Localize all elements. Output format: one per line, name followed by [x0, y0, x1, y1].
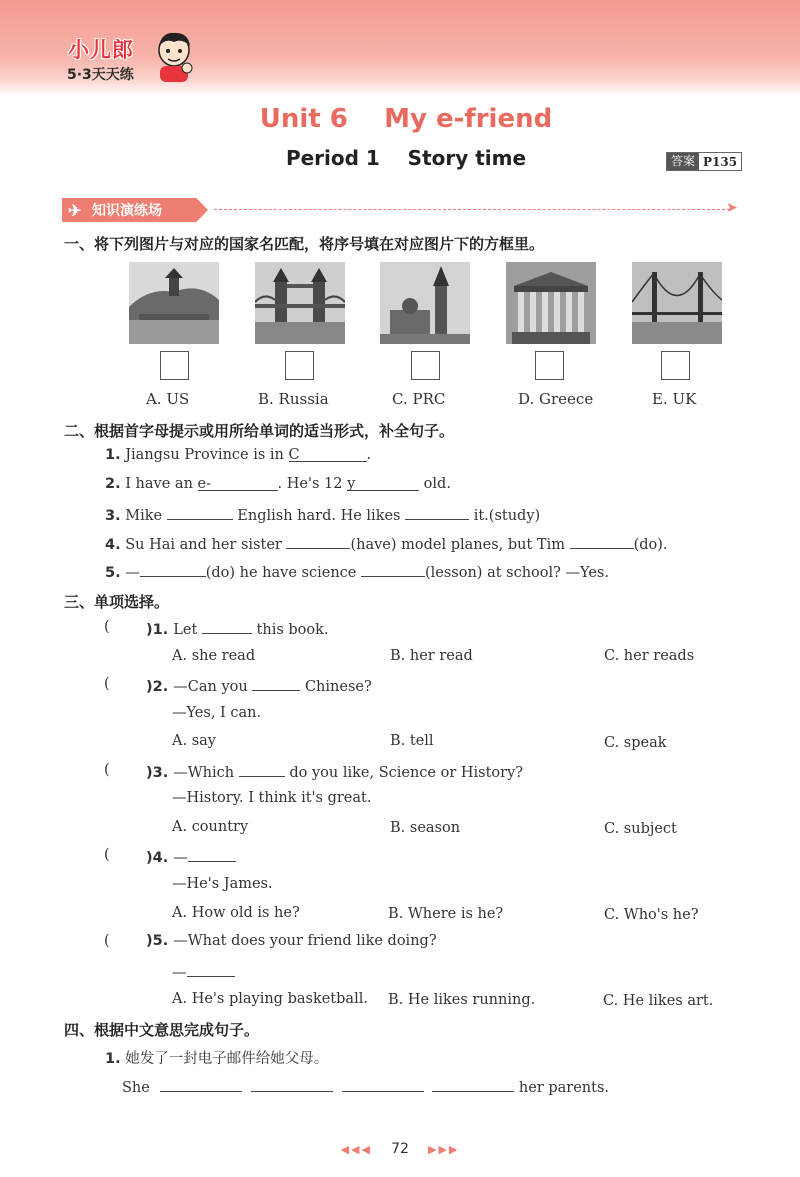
period-title: Period 1 Story time — [285, 146, 527, 170]
q4-item-1-prompt: 1. 她发了一封电子邮件给她父母。 — [105, 1051, 329, 1067]
country-label-prc: C. PRC — [392, 390, 446, 408]
answer-box-4[interactable] — [535, 351, 564, 380]
fill-blank[interactable] — [286, 534, 350, 549]
arrow-right-icon: ➤ — [726, 200, 738, 216]
fill-blank[interactable] — [167, 505, 233, 520]
fill-blank[interactable] — [202, 619, 252, 634]
fill-blank[interactable] — [160, 1077, 242, 1092]
mc-reply-4: —He's James. — [172, 876, 273, 892]
banner-divider — [214, 209, 730, 210]
mc-stem-1: )1. Let this book. — [146, 619, 329, 638]
q2-item-3: 3. Mike English hard. He likes it.(study) — [105, 505, 540, 524]
brand-name: 小儿郎 — [68, 38, 134, 62]
mc-reply-5: — — [172, 962, 235, 981]
mc-stem-5: )5. —What does your friend like doing? — [146, 933, 437, 949]
answer-box-5[interactable] — [661, 351, 690, 380]
fill-blank[interactable] — [570, 534, 634, 549]
picture-summer-palace — [129, 262, 219, 344]
fill-blank[interactable]: C — [289, 447, 367, 462]
q4-heading: 四、根据中文意思完成句子。 — [64, 1021, 260, 1039]
option-a[interactable]: A. country — [172, 819, 249, 835]
answer-box-2[interactable] — [285, 351, 314, 380]
picture-tower-bridge — [255, 262, 345, 344]
option-a[interactable]: A. How old is he? — [172, 905, 300, 921]
option-b[interactable]: B. season — [390, 820, 461, 836]
answer-paren[interactable]: ( — [104, 847, 138, 863]
answer-box-1[interactable] — [160, 351, 189, 380]
option-a[interactable]: A. He's playing basketball. — [172, 991, 368, 1007]
fill-blank[interactable] — [432, 1077, 514, 1092]
option-c[interactable]: C. speak — [604, 735, 667, 751]
arrow-left-icon: ◀◀◀ — [340, 1143, 372, 1156]
runner-icon: ✈ — [68, 201, 82, 220]
arrow-right-icon: ▶▶▶ — [428, 1143, 460, 1156]
answer-box-3[interactable] — [411, 351, 440, 380]
brand-logo — [62, 30, 202, 90]
fill-blank[interactable] — [239, 762, 285, 777]
q1-heading: 一、将下列图片与对应的国家名匹配，将序号填在对应图片下的方框里。 — [64, 235, 545, 253]
unit-title: Unit 6 My e-friend — [259, 104, 553, 134]
answer-paren[interactable]: ( — [104, 619, 138, 635]
country-label-uk: E. UK — [652, 390, 697, 408]
option-c[interactable]: C. Who's he? — [604, 907, 699, 923]
fill-blank[interactable] — [140, 562, 206, 577]
mc-stem-2: )2. —Can you Chinese? — [146, 676, 372, 695]
mc-stem-4: )4. — — [146, 847, 236, 866]
country-label-russia: B. Russia — [258, 390, 329, 408]
brand-subtitle: 5·3天天练 — [67, 67, 134, 83]
q2-item-5: 5. — (do) he have science (lesson) at school? —Yes. — [105, 562, 609, 581]
q2-heading: 二、根据首字母提示或用所给单词的适当形式，补全句子。 — [64, 422, 455, 440]
fill-blank[interactable] — [188, 847, 236, 862]
q3-heading: 三、单项选择。 — [64, 593, 170, 611]
page-number: 72 — [391, 1141, 409, 1157]
answer-paren[interactable]: ( — [104, 676, 138, 692]
fill-blank[interactable] — [187, 962, 235, 977]
mc-reply-2: —Yes, I can. — [172, 705, 262, 721]
banner-title: 知识演练场 — [92, 203, 162, 219]
fill-blank[interactable] — [405, 505, 469, 520]
answer-label: 答案 — [667, 153, 699, 170]
q2-item-4: 4. Su Hai and her sister (have) model planes, but Tim (do). — [105, 534, 668, 553]
fill-blank[interactable] — [342, 1077, 424, 1092]
answer-reference — [666, 152, 742, 171]
fill-blank[interactable] — [251, 1077, 333, 1092]
option-b[interactable]: B. Where is he? — [388, 906, 504, 922]
picture-kremlin — [380, 262, 470, 344]
country-label-greece: D. Greece — [518, 390, 594, 408]
option-b[interactable]: B. tell — [390, 733, 434, 749]
option-c[interactable]: C. her reads — [604, 648, 695, 664]
mc-reply-3: —History. I think it's great. — [172, 790, 372, 806]
country-label-us: A. US — [146, 390, 190, 408]
answer-paren[interactable]: ( — [104, 762, 138, 778]
q2-item-2: 2. I have an e- . He's 12 y old. — [105, 476, 451, 492]
q4-item-1-answer: She her parents. — [122, 1077, 609, 1096]
picture-parthenon — [506, 262, 596, 344]
option-a[interactable]: A. she read — [172, 648, 256, 664]
answer-paren[interactable]: ( — [104, 933, 138, 949]
answer-page: P135 — [703, 154, 738, 169]
q2-item-1: 1. Jiangsu Province is in C . — [105, 447, 372, 463]
fill-blank[interactable]: y — [347, 476, 419, 491]
picture-golden-gate-bridge — [632, 262, 722, 344]
mascot-icon — [152, 30, 196, 82]
option-a[interactable]: A. say — [172, 733, 216, 749]
mc-stem-3: )3. —Which do you like, Science or History? — [146, 762, 523, 781]
option-b[interactable]: B. her read — [390, 648, 473, 664]
page-footer — [0, 1138, 800, 1157]
option-b[interactable]: B. He likes running. — [388, 992, 536, 1008]
fill-blank[interactable]: e- — [198, 476, 278, 491]
option-c[interactable]: C. subject — [604, 821, 677, 837]
fill-blank[interactable] — [252, 676, 300, 691]
option-c[interactable]: C. He likes art. — [603, 993, 714, 1009]
fill-blank[interactable] — [361, 562, 425, 577]
